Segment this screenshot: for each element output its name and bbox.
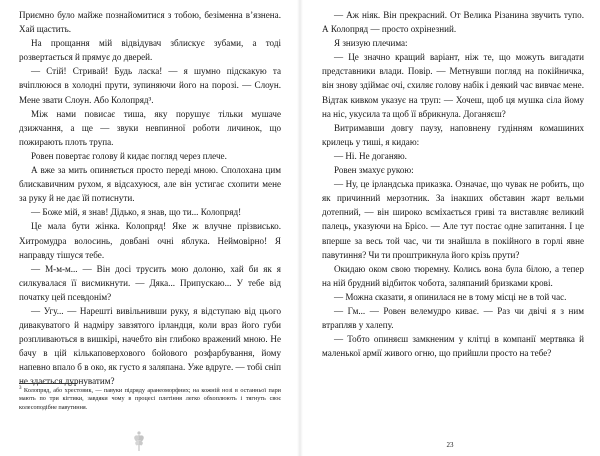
- left-paragraph: Це мала бути жінка. Колопряд! Яке ж влучне прізвисько. Хитромудра волосинь, довбані очні яблука. Неймовірно! Я направду тішуся тебе.: [19, 221, 281, 260]
- left-paragraph: — Угу... — Нарешті вивільнивши руку, я відступаю від цього дивакуватого й надміру завзятого ірландця, коли враз його губи розпливаються в вишкірі, начебто він глибоко вражений мною. Не бачу в цій кількаповерхового бойового розфарбування, йому напевно впало б в око, як густо я заляпана. Уже вдруге. — тобі сніп не здається дурнуватим?: [19, 305, 281, 387]
- right-paragraph: — Ну, це ірландська приказка. Означає, що чувак не робить, що як причинний мерзотник. За інакших обставин жарт вельми дотепний, — він широко всміхається гриві та виставляє великий палець, указуючи на Брісо. — Але тут постає одне запитання. І це вперше за весь той час, чи ти знайшла в покійного в горлі явне павутиння? Чи ти проштрикнула його крізь прути?: [322, 179, 584, 260]
- right-paragraph: Витримавши довгу паузу, наповнену гудінням комашиних крилець у тиші, я кидаю:: [322, 122, 584, 147]
- left-paragraph: Приємно було майже познайомитися з тобою, безіменна вʼязнена. Хай щастить.: [19, 10, 281, 35]
- footnote: [19, 387, 281, 412]
- footnote-mark: 3: [19, 385, 22, 391]
- left-paragraph: — Боже мій, я знав! Дідько, я знав, що ти... Колопряд!: [31, 207, 242, 218]
- right-paragraph: — Можна сказати, я опинилася не в тому місці не в той час.: [334, 291, 567, 302]
- left-paragraph: А вже за мить опиняється просто переді мною. Сполохана цим блискавичним рухом, я відсахуюся, але він устигає схопити мене за руку й не дає їй потиснути.: [19, 165, 281, 204]
- right-page: [300, 0, 600, 456]
- page-number: 23: [446, 441, 454, 449]
- left-paragraph: Між нами повисає тиша, яку порушує тільки мушаче дзижчання, а ще — звуки невпинної роботи личинок, що пожирають плоть трупа.: [19, 108, 281, 147]
- leaf-ornament-icon: [130, 430, 148, 452]
- left-page-text: [19, 8, 281, 389]
- left-paragraph: На прощання мій відвідувач зблискує зубами, а тоді розвертається й прямує до дверей.: [19, 38, 281, 63]
- right-paragraph: — Це значно кращий варіант, ніж те, що можуть вигадати представники влади. Повір. — Метнувши погляд на покійничка, він знову здіймає очі, схиляє голову набік і деякий час вивчає мене. Відтак кивком указує на труп: — Хочеш, щоб ця мушка сіла йому на ніс, укусила та щоб її вбрикнула. Доганяєш?: [322, 52, 584, 119]
- left-paragraph: — Стій! Стривай! Будь ласка! — я шумно підскакую та вчіплююся в холодні прути, зупиняючи його на порозі. — Слоун. Мене звати Слоун. Або Колопряд³.: [19, 66, 281, 105]
- right-paragraph: — Ні. Не доганяю.: [334, 150, 407, 161]
- left-paragraph: Ровен повертає голову й кидає погляд через плече.: [31, 150, 227, 161]
- footnote-rule: [19, 383, 77, 384]
- right-paragraph: — Гм... — Ровен велемудро киває. — Раз чи двічі я з ним втрапляв у халепу.: [322, 305, 584, 331]
- right-paragraph: — Тобто опиняєш замкненим у клітці в компанії мертвяка й маленької армії живого огню, що прийшли просто на тебе?: [322, 334, 584, 359]
- right-paragraph: Окидаю оком свою тюремну. Колись вона була білою, а тепер на ній брудний відбиток чобота, заляпаний бризками крові.: [322, 263, 584, 288]
- right-paragraph: — Аж ніяк. Він прекрасний. От Велика Різанина звучить тупо. А Колопряд — просто охрінезний.: [322, 10, 584, 35]
- left-paragraph: — М-м-м... — Він досі трусить мою долоню, хай би як я силкувалася її висмикнути. — Дяка... Припускаю... У тебе від початку цей псевдонім?: [19, 263, 281, 302]
- right-paragraph: Ровен змахує рукою:: [334, 165, 414, 176]
- right-page-text: [322, 8, 584, 360]
- footnote-text: Колопряд, або хрестовик, — павуки підряду аранеоморфних; на кожній нозі в останньої пари мають по три кігтики, завдяки чому в процесі плетіння легко обхоплюють і тягнуть своє колесоподібне павутиння.: [19, 387, 281, 411]
- right-paragraph: Я знизую плечима:: [334, 38, 408, 49]
